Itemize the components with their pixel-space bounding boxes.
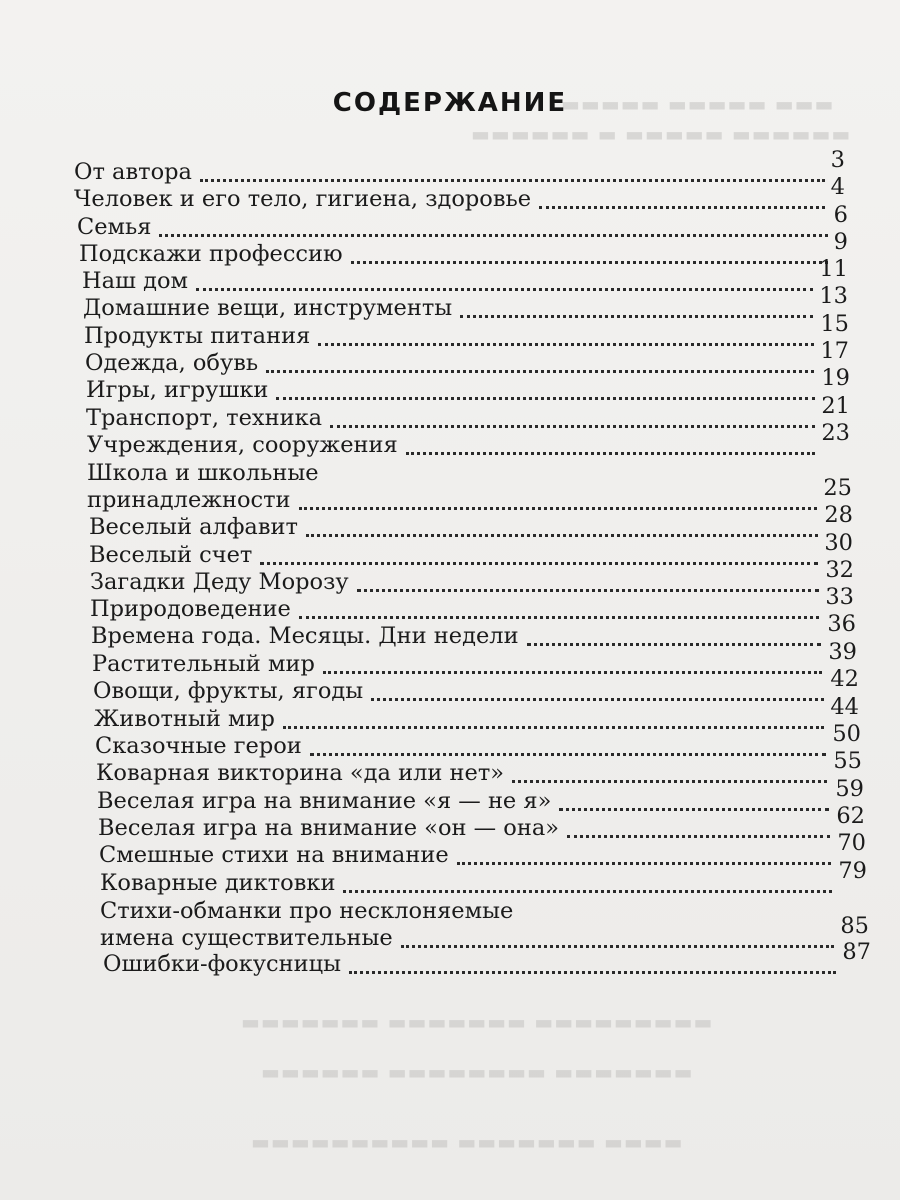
dot-leader — [371, 670, 824, 701]
dot-leader — [460, 287, 813, 318]
dot-leader — [512, 752, 827, 783]
toc-entry-title: Игры, игрушки — [86, 377, 269, 403]
toc-page-number: 9 — [833, 229, 848, 255]
toc-entry — [100, 858, 867, 897]
toc-entry-title: Ошибки-фокусницы — [103, 951, 341, 977]
toc-entry-title: Загадки Деду Морозу — [90, 569, 349, 595]
toc-entry-title: Веселый алфавит — [89, 514, 298, 540]
toc-page-number: 30 — [824, 530, 853, 556]
toc-page-number: 23 — [821, 420, 850, 446]
toc-entry-title: Растительный мир — [92, 651, 315, 677]
toc-page-number: 32 — [825, 557, 854, 583]
toc-page-number: 85 — [840, 913, 869, 939]
toc-entry — [87, 420, 850, 459]
bleed-through-decoration: ▬▬▬ ▬▬▬▬▬ ▬▬▬▬▬ — [560, 92, 834, 116]
toc-entry-title: Природоведение — [90, 596, 291, 622]
dot-leader — [349, 943, 836, 974]
toc-page-number: 42 — [830, 666, 859, 692]
toc-page-number: 70 — [837, 830, 866, 856]
dot-leader — [306, 506, 818, 537]
toc-page-number: 33 — [825, 584, 854, 610]
toc-page-number: 21 — [821, 393, 850, 419]
dot-leader — [457, 834, 832, 865]
toc-page-number: 25 — [823, 475, 852, 501]
toc-entry-title: Смешные стихи на внимание — [99, 842, 449, 868]
toc-entry-title: имена существительные — [100, 925, 393, 951]
toc-entry-title: Веселый счет — [89, 542, 253, 568]
toc-page-number: 62 — [836, 803, 865, 829]
toc-entry-title: Подскажи профессию — [79, 241, 343, 267]
toc-page-number: 55 — [833, 748, 862, 774]
toc-entry-title: Животный мир — [94, 706, 275, 732]
toc-page-number: 15 — [820, 311, 849, 337]
toc-page-number: 19 — [821, 365, 850, 391]
toc-page-number: 44 — [830, 694, 859, 720]
toc-entry-title: Сказочные герои — [95, 733, 302, 759]
toc-entry-title: Учреждения, сооружения — [87, 432, 398, 458]
toc-entry-title: Коварная викторина «да или нет» — [96, 760, 505, 786]
toc-entry-title-line: Стихи-обманки про несклоняемые — [100, 898, 514, 924]
toc-entry-title: Продукты питания — [84, 323, 311, 349]
dot-leader — [343, 862, 832, 893]
dot-leader — [539, 178, 825, 209]
toc-entry-title: От автора — [74, 159, 192, 185]
dot-leader — [406, 424, 816, 455]
toc-page-number: 4 — [830, 174, 845, 200]
bleed-through-decoration: ▬▬▬▬ ▬▬▬▬▬▬▬ ▬▬▬▬▬▬▬▬▬▬ — [250, 1130, 683, 1154]
toc-entry-title: Домашние вещи, инструменты — [83, 295, 453, 321]
toc-entry-title: Одежда, обувь — [85, 350, 259, 376]
toc-page-number: 36 — [827, 611, 856, 637]
toc-page-number: 6 — [833, 202, 848, 228]
toc-entry-title: Веселая игра на внимание «он — она» — [98, 815, 560, 841]
toc-page-number: 50 — [832, 721, 861, 747]
toc-page-number: 3 — [830, 147, 845, 173]
toc-entry-title: Транспорт, техника — [86, 405, 323, 431]
toc-entry-title: принадлежности — [87, 487, 291, 513]
toc-entry-title: Наш дом — [82, 268, 189, 294]
bleed-through-decoration: ▬▬▬▬▬▬ ▬▬▬▬▬ ▬ ▬▬▬▬▬▬ — [470, 122, 851, 146]
toc-page-number: 28 — [824, 502, 853, 528]
toc-entry-title: Овощи, фрукты, ягоды — [93, 678, 364, 704]
toc-page-number: 79 — [838, 858, 867, 884]
toc-page-number: 59 — [835, 776, 864, 802]
toc-page-number: 39 — [828, 639, 857, 665]
dot-leader — [527, 615, 822, 646]
toc-entry-title: Человек и его тело, гигиена, здоровье — [74, 186, 532, 212]
toc-page-number: 13 — [819, 283, 848, 309]
dot-leader — [276, 369, 815, 400]
toc-page-number: 17 — [820, 338, 849, 364]
toc-entry-title-line: Школа и школьные — [87, 460, 319, 486]
bleed-through-decoration: ▬▬▬▬▬▬▬ ▬▬▬▬▬▬▬▬ ▬▬▬▬▬▬ — [260, 1060, 693, 1084]
toc-entry — [103, 939, 871, 978]
bleed-through-decoration: ▬▬▬▬▬▬▬▬▬ ▬▬▬▬▬▬▬ ▬▬▬▬▬▬▬ — [240, 1010, 713, 1034]
toc-entry-title: Веселая игра на внимание «я — не я» — [97, 788, 552, 814]
toc-page-number: 87 — [842, 939, 871, 965]
toc-entry-title: Семья — [77, 214, 152, 240]
toc-entry-title: Коварные диктовки — [100, 870, 336, 896]
toc-page-number: 11 — [819, 256, 848, 282]
toc-entry-title: Времена года. Месяцы. Дни недели — [91, 623, 519, 649]
page-title: СОДЕРЖАНИЕ — [332, 88, 568, 118]
